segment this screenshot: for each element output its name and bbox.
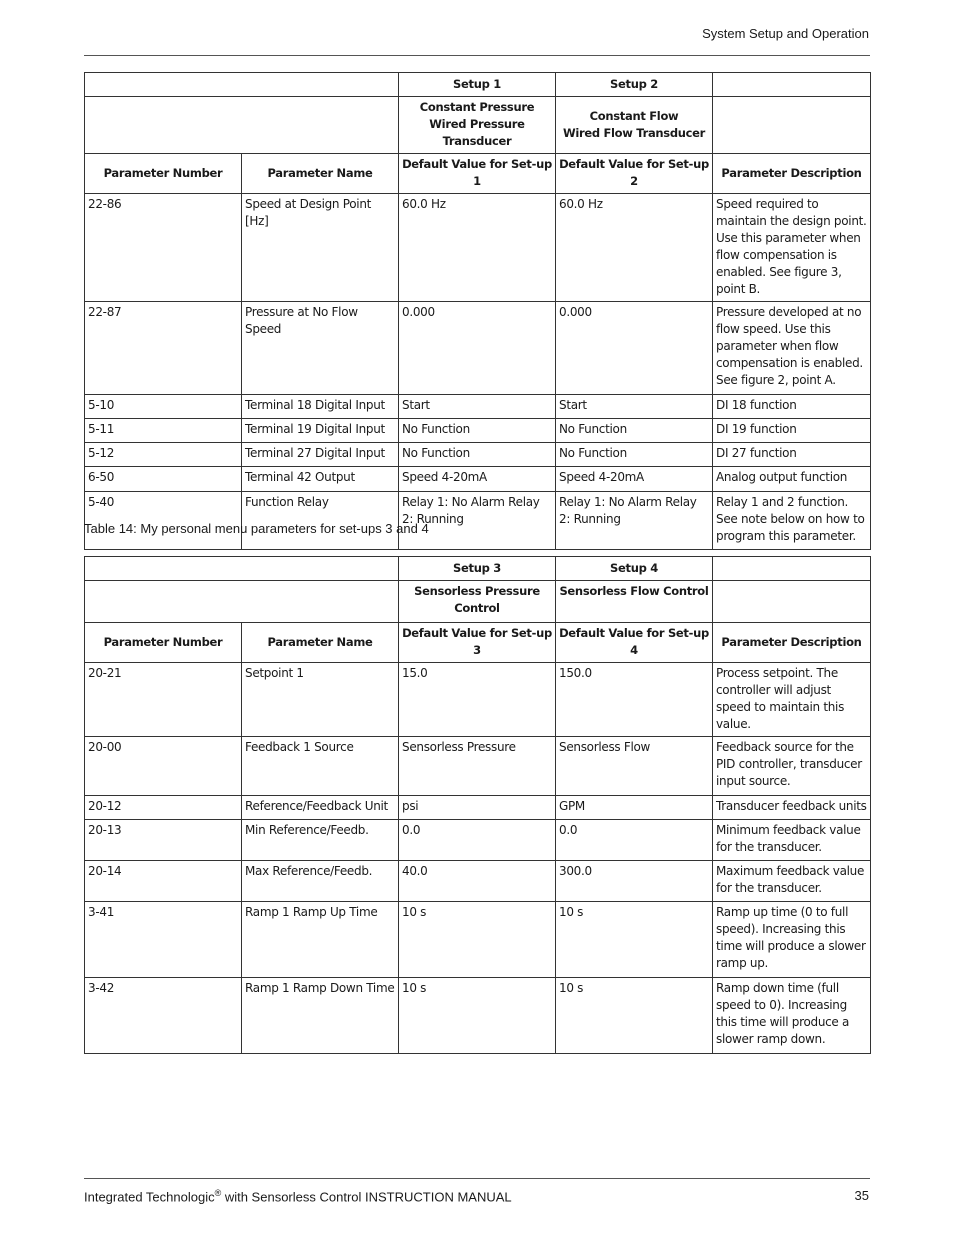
- parameter-description: DI 27 function: [713, 443, 871, 467]
- parameter-name: Terminal 19 Digital Input: [242, 419, 399, 443]
- parameter-name: Speed at Design Point [Hz]: [242, 194, 399, 302]
- parameter-number: 20-21: [85, 663, 242, 737]
- setup-1-heading: Setup 1: [399, 73, 556, 97]
- default-value-setup-1: Start: [399, 395, 556, 419]
- parameter-name: Terminal 42 Output: [242, 467, 399, 492]
- table-row: [85, 419, 871, 443]
- parameter-name: Feedback 1 Source: [242, 737, 399, 796]
- parameters-table-setups-3-4: [84, 556, 871, 1054]
- default-value-setup-4: 150.0: [556, 663, 713, 737]
- parameter-name: Ramp 1 Ramp Up Time: [242, 902, 399, 978]
- parameter-name: Ramp 1 Ramp Down Time: [242, 978, 399, 1054]
- table-row: [85, 663, 871, 737]
- setup-3-mode: Sensorless Pressure Control: [399, 581, 556, 623]
- table-row: [85, 861, 871, 902]
- footer-divider: [84, 1178, 870, 1179]
- parameter-number: 5-12: [85, 443, 242, 467]
- parameter-name: Function Relay: [242, 492, 399, 550]
- default-value-setup-1: 60.0 Hz: [399, 194, 556, 302]
- parameter-name: Reference/Feedback Unit: [242, 796, 399, 820]
- parameter-name: Terminal 27 Digital Input: [242, 443, 399, 467]
- parameter-description: DI 19 function: [713, 419, 871, 443]
- blank-cell: [713, 581, 871, 623]
- default-value-setup-4: 0.0: [556, 820, 713, 861]
- parameter-number: 3-41: [85, 902, 242, 978]
- column-header: Default Value for Set-up 3: [399, 623, 556, 663]
- parameter-name: Terminal 18 Digital Input: [242, 395, 399, 419]
- default-value-setup-3: 40.0: [399, 861, 556, 902]
- default-value-setup-3: psi: [399, 796, 556, 820]
- parameter-description: Speed required to maintain the design point. Use this parameter when flow compensation is enabled. See figure 3, point B.: [713, 194, 871, 302]
- manual-title-text: with Sensorless Control INSTRUCTION MANUAL: [221, 1189, 512, 1205]
- default-value-setup-1: Speed 4-20mA: [399, 467, 556, 492]
- blank-cell: [85, 97, 399, 154]
- parameter-description: DI 18 function: [713, 395, 871, 419]
- table-row: [85, 737, 871, 796]
- setup-2-mode: [556, 97, 713, 154]
- table-row: [85, 395, 871, 419]
- default-value-setup-3: 10 s: [399, 978, 556, 1054]
- parameter-description: Feedback source for the PID controller, transducer input source.: [713, 737, 871, 796]
- parameter-description: Pressure developed at no flow speed. Use this parameter when flow compensation is enabled. See figure 2, point A.: [713, 302, 871, 395]
- default-value-setup-1: Relay 1: No Alarm Relay 2: Running: [399, 492, 556, 550]
- column-header-row: [85, 154, 871, 194]
- table-row: [85, 302, 871, 395]
- parameter-description: Analog output function: [713, 467, 871, 492]
- default-value-setup-1: 0.000: [399, 302, 556, 395]
- manual-title-text: Integrated Technologic: [84, 1189, 215, 1205]
- column-header: Default Value for Set-up 1: [399, 154, 556, 194]
- header-divider: [84, 55, 870, 56]
- default-value-setup-2: No Function: [556, 443, 713, 467]
- parameter-number: 6-50: [85, 467, 242, 492]
- column-header-row: [85, 623, 871, 663]
- default-value-setup-3: Sensorless Pressure: [399, 737, 556, 796]
- default-value-setup-4: GPM: [556, 796, 713, 820]
- setup-2-mode-line: Constant Flow: [589, 108, 679, 123]
- default-value-setup-4: Sensorless Flow: [556, 737, 713, 796]
- table-row: [85, 194, 871, 302]
- parameter-name: Max Reference/Feedb.: [242, 861, 399, 902]
- setup-3-heading: Setup 3: [399, 557, 556, 581]
- page-number: 35: [854, 1188, 869, 1203]
- column-header: Parameter Name: [242, 154, 399, 194]
- table-row: [85, 443, 871, 467]
- parameter-description: Process setpoint. The controller will adjust speed to maintain this value.: [713, 663, 871, 737]
- default-value-setup-3: 10 s: [399, 902, 556, 978]
- default-value-setup-2: 60.0 Hz: [556, 194, 713, 302]
- setup-2-heading: Setup 2: [556, 73, 713, 97]
- column-header: Parameter Number: [85, 623, 242, 663]
- blank-cell: [85, 73, 399, 97]
- table-row: [85, 820, 871, 861]
- default-value-setup-2: 0.000: [556, 302, 713, 395]
- default-value-setup-2: No Function: [556, 419, 713, 443]
- column-header: Parameter Number: [85, 154, 242, 194]
- default-value-setup-3: 0.0: [399, 820, 556, 861]
- parameter-number: 5-40: [85, 492, 242, 550]
- setup-4-heading: Setup 4: [556, 557, 713, 581]
- table-caption: Table 14: My personal menu parameters for set-ups 3 and 4: [84, 521, 429, 536]
- footer-manual-title: [84, 1188, 512, 1204]
- parameter-description: Ramp down time (full speed to 0). Increasing this time will produce a slower ramp down.: [713, 978, 871, 1054]
- parameter-number: 20-00: [85, 737, 242, 796]
- parameter-name: Pressure at No Flow Speed: [242, 302, 399, 395]
- parameter-description: Ramp up time (0 to full speed). Increasing this time will produce a slower ramp up.: [713, 902, 871, 978]
- column-header: Default Value for Set-up 4: [556, 623, 713, 663]
- table-row: [85, 902, 871, 978]
- default-value-setup-2: Speed 4-20mA: [556, 467, 713, 492]
- setup-1-mode-line: Wired Pressure Transducer: [429, 117, 525, 148]
- parameter-number: 5-11: [85, 419, 242, 443]
- default-value-setup-4: 10 s: [556, 978, 713, 1054]
- parameter-description: Maximum feedback value for the transducer.: [713, 861, 871, 902]
- column-header: Parameter Description: [713, 623, 871, 663]
- default-value-setup-3: 15.0: [399, 663, 556, 737]
- blank-cell: [713, 97, 871, 154]
- page-header-section: System Setup and Operation: [702, 26, 869, 41]
- default-value-setup-4: 300.0: [556, 861, 713, 902]
- parameter-description: Transducer feedback units: [713, 796, 871, 820]
- registered-mark: ®: [214, 1188, 222, 1198]
- table-row: [85, 978, 871, 1054]
- column-header: Parameter Description: [713, 154, 871, 194]
- column-header: Default Value for Set-up 2: [556, 154, 713, 194]
- parameter-name: Min Reference/Feedb.: [242, 820, 399, 861]
- parameter-number: 22-86: [85, 194, 242, 302]
- parameter-number: 3-42: [85, 978, 242, 1054]
- setup-1-mode-line: Constant Pressure: [419, 100, 535, 114]
- parameter-number: 5-10: [85, 395, 242, 419]
- parameter-name: Setpoint 1: [242, 663, 399, 737]
- blank-cell: [85, 557, 399, 581]
- parameter-number: 22-87: [85, 302, 242, 395]
- blank-cell: [85, 581, 399, 623]
- blank-cell: [713, 557, 871, 581]
- setup-2-mode-line: Wired Flow Transducer: [562, 125, 706, 140]
- default-value-setup-1: No Function: [399, 443, 556, 467]
- blank-cell: [713, 73, 871, 97]
- column-header: Parameter Name: [242, 623, 399, 663]
- table-row: [85, 467, 871, 492]
- table-row: [85, 796, 871, 820]
- setup-4-mode: Sensorless Flow Control: [556, 581, 713, 623]
- parameter-number: 20-13: [85, 820, 242, 861]
- parameters-table-setups-1-2: [84, 72, 871, 550]
- default-value-setup-2: Start: [556, 395, 713, 419]
- default-value-setup-1: No Function: [399, 419, 556, 443]
- default-value-setup-4: 10 s: [556, 902, 713, 978]
- parameter-description: Minimum feedback value for the transducer.: [713, 820, 871, 861]
- default-value-setup-2: Relay 1: No Alarm Relay 2: Running: [556, 492, 713, 550]
- setup-1-mode: [399, 97, 556, 154]
- parameter-number: 20-14: [85, 861, 242, 902]
- parameter-number: 20-12: [85, 796, 242, 820]
- parameter-description: Relay 1 and 2 function. See note below on how to program this parameter.: [713, 492, 871, 550]
